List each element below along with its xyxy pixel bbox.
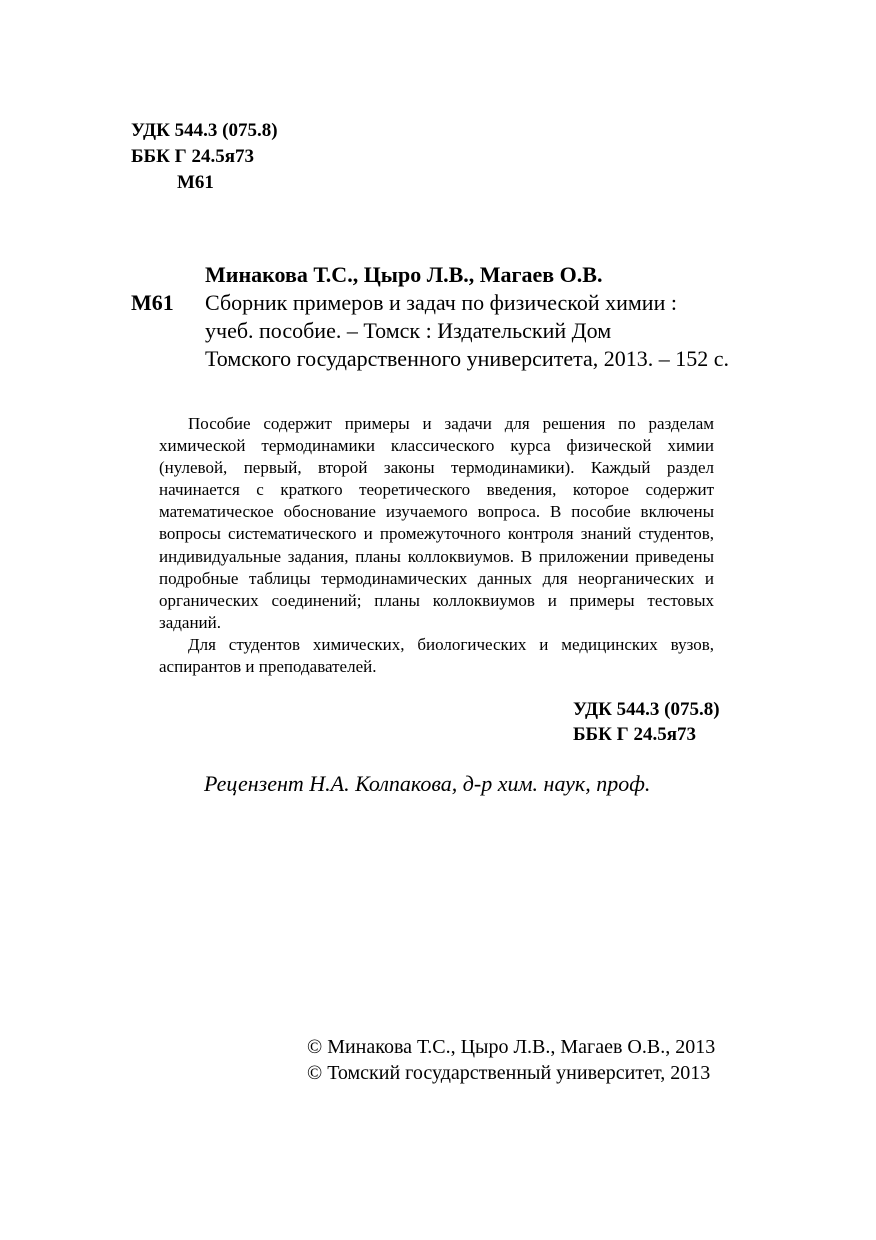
annotation (159, 413, 714, 678)
bibliographic-description (205, 289, 729, 373)
bib-line-3: Томского государственного университета, 2013. – 152 с. (205, 346, 729, 371)
annotation-paragraph-2: Для студентов химических, биологических и медицинских вузов, аспирантов и преподавателей. (159, 634, 714, 677)
copyright-university: © Томский государственный университет, 2013 (307, 1062, 711, 1084)
authors-line: Минакова Т.С., Цыро Л.В., Магаев О.В. (205, 262, 603, 287)
udk-index-bottom: УДК 544.3 (075.8) (573, 699, 720, 720)
copyright-authors: © Минакова Т.С., Цыро Л.В., Магаев О.В., 2013 (307, 1036, 716, 1058)
author-code-top: М61 (177, 172, 214, 193)
annotation-paragraph-1: Пособие содержит примеры и задачи для решения по разделам химической термодинамики классического курса физической химии (нулевой, первый, второй законы термодинамики). Каждый раздел начинается с краткого теоретического введения, которое содержит математическое обоснование изучаемого вопроса. В пособие включены вопросы систематического и промежуточного контроля знаний студентов, индивидуальные задания, планы коллоквиумов. В приложении приведены подробные таблицы термодинамических данных для неорганических и органических соединений; планы коллоквиумов и примеры тестовых заданий. (159, 414, 714, 632)
bib-line-1: Сборник примеров и задач по физической химии : (205, 290, 677, 315)
bib-line-2: учеб. пособие. – Томск : Издательский Дом (205, 318, 612, 343)
reviewer-line: Рецензент Н.А. Колпакова, д-р хим. наук, проф. (204, 771, 651, 796)
author-code-record: М61 (131, 290, 174, 315)
udk-index-top: УДК 544.3 (075.8) (131, 120, 278, 141)
bbk-index-top: ББК Г 24.5я73 (131, 146, 255, 167)
bbk-index-bottom: ББК Г 24.5я73 (573, 724, 697, 745)
